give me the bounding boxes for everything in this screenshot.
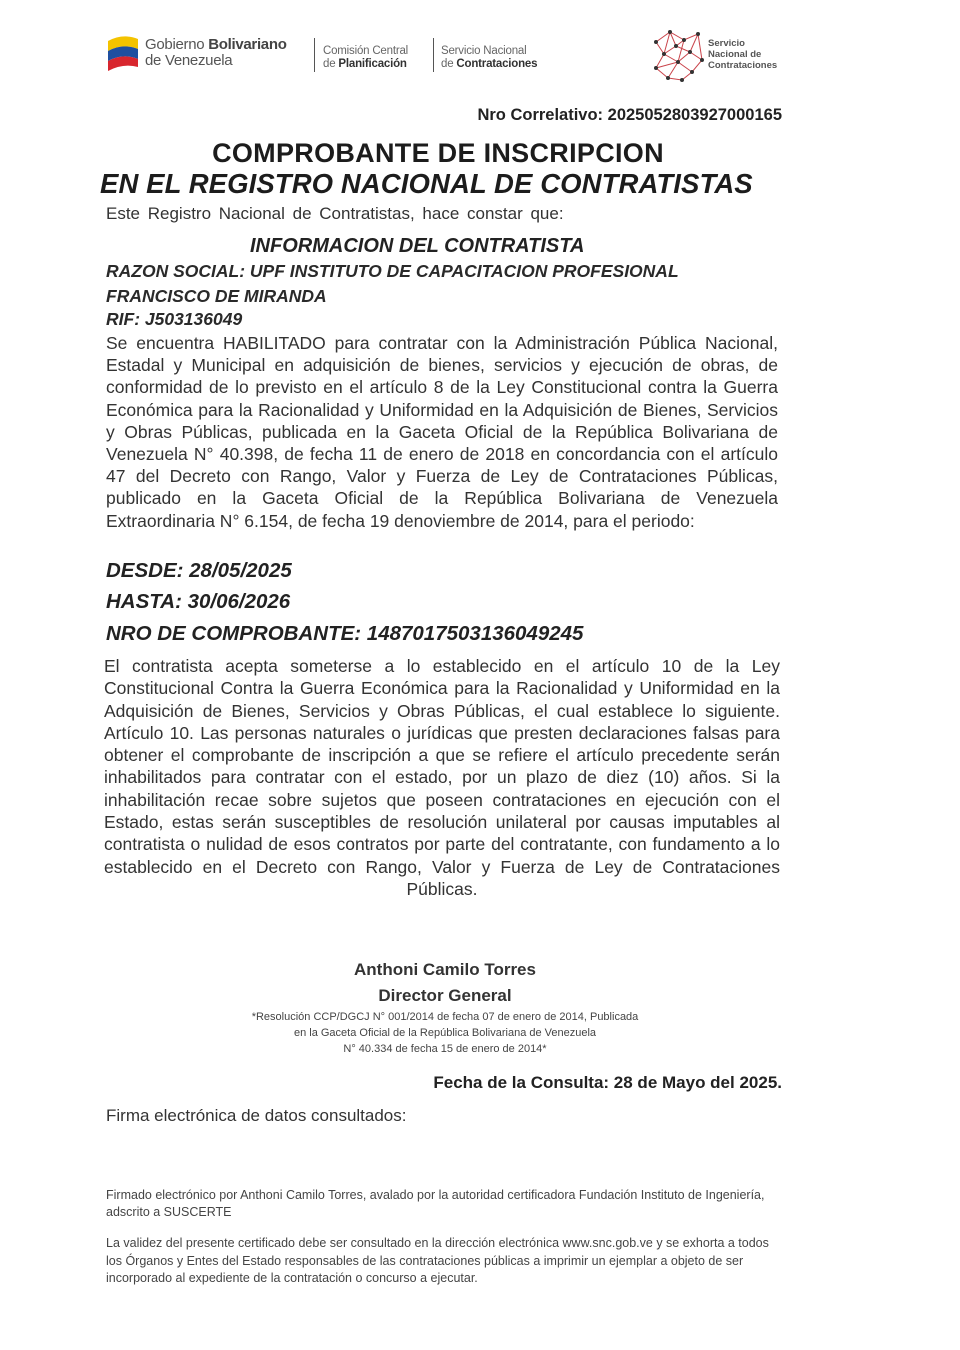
razon-social: RAZON SOCIAL: UPF INSTITUTO DE CAPACITACION PROFESIONAL FRANCISCO DE MIRANDA <box>106 261 679 306</box>
rif: RIF: J503136049 <box>106 309 243 329</box>
snc-network-logo-icon <box>648 24 708 84</box>
snc-line1: Servicio <box>708 38 745 49</box>
signer-title: Director General <box>378 986 512 1005</box>
habilitacion-paragraph: Se encuentra HABILITADO para contratar con la Administración Pública Nacional, Estadal y Municipal en adquisición de bienes, servicios y ejecución de obras, de conformidad de lo previsto en el artículo 8 de la Ley Constitucional contra la Guerra Económica para la Racionalidad y Uniformidad en la Adquisición de Bienes, Servicios y Obras Públicas, publicada en la Gaceta Oficial de la República Bolivariana de Venezuela N° 40.398, de fecha 11 de enero de 2018 en concordancia con el artículo 47 del Decreto con Rango, Valor y Fuerza de Ley de Contrataciones Públicas, publicado en la Gaceta Oficial de la República Bolivariana de Venezuela Extraordinaria N° 6.154, de fecha 19 denoviembre de 2014, para el periodo: <box>106 333 778 531</box>
gobierno-line1-bold: Bolivariano <box>208 36 287 53</box>
snc-line3: Contrataciones <box>708 60 778 71</box>
signer-name: Anthoni Camilo Torres <box>354 960 536 979</box>
fecha-consulta: Fecha de la Consulta: 28 de Mayo del 2025. <box>433 1073 782 1092</box>
nro-correlativo: Nro Correlativo: 2025052803927000165 <box>477 106 782 124</box>
comision-central-block <box>323 45 408 71</box>
snc-line2: Nacional de <box>708 49 762 60</box>
document-title-line1: COMPROBANTE DE INSCRIPCION <box>212 138 664 168</box>
info-heading: INFORMACION DEL CONTRATISTA <box>250 235 585 257</box>
gobierno-text <box>145 37 287 69</box>
venezuela-flag-icon <box>104 33 142 73</box>
servicio-line2-prefix: de <box>441 58 454 70</box>
periodo-hasta: HASTA: 30/06/2026 <box>106 590 291 613</box>
servicio-line2-bold: Contrataciones <box>456 58 538 70</box>
resolution-line3: N° 40.334 de fecha 15 de enero de 2014* <box>343 1043 547 1055</box>
nro-comprobante: NRO DE COMPROBANTE: 1487017503136049245 <box>106 622 584 645</box>
gobierno-line1-prefix: Gobierno <box>145 36 205 53</box>
gobierno-bolivariano-logo <box>104 33 287 73</box>
resolution-line1: *Resolución CCP/DGCJ N° 001/2014 de fecha 07 de enero de 2014, Publicada <box>251 1011 639 1023</box>
comision-line1: Comisión Central <box>323 45 408 57</box>
header-divider <box>314 38 315 72</box>
firma-electronica-label: Firma electrónica de datos consultados: <box>106 1106 407 1125</box>
resolution-note <box>200 1009 690 1057</box>
servicio-nacional-block <box>441 45 537 71</box>
snc-logo-text <box>708 38 777 71</box>
resolution-line2: en la Gaceta Oficial de la República Bolivariana de Venezuela <box>293 1027 597 1039</box>
intro-text: Este Registro Nacional de Contratistas, hace constar que: <box>106 204 564 223</box>
articulo-10-paragraph: El contratista acepta someterse a lo establecido en el artículo 10 de la Ley Constitucional Contra la Guerra Económica para la Racionalidad y Uniformidad en la Adquisición de Bienes, Servicios y Obras Públicas, el cual establece lo siguiente. Artículo 10. Las personas naturales o jurídicas que presten declaraciones falsas para obtener el comprobante de inscripción a que se refiere el artículo precedente serán inhabilitados para contratar con el estado, por un plazo de diez (10) años. Si la inhabilitación recae sobre sujetos que poseen contrataciones en ejecución con el Estado, estas serán susceptibles de resolución unilateral por causas imputables al contratista o nulidad de esos contratos por parte del contratante, con fundamento a lo establecido en el Decreto con Rango, Valor y Fuerza de Ley de Contrataciones Públicas. <box>104 656 780 899</box>
gobierno-line2: de Venezuela <box>145 52 233 69</box>
servicio-line1: Servicio Nacional <box>441 45 527 57</box>
header-divider <box>433 38 434 72</box>
periodo-desde: DESDE: 28/05/2025 <box>106 559 292 582</box>
comision-line2-prefix: de <box>323 58 336 70</box>
validez-note: La validez del presente certificado debe ser consultado en la dirección electrónica www.snc.gob.ve y se exhorta a todos los Órganos y Entes del Estado responsables de las contrataciones públicas a imprimir un ejemplar a objeto de ser incorporado al expediente de la contratación o concurso a ejecutar. <box>106 1236 769 1285</box>
firmado-note: Firmado electrónico por Anthoni Camilo Torres, avalado por la autoridad certificadora Fundación Instituto de Ingeniería, adscrito a SUSCERTE <box>106 1188 765 1219</box>
document-title-line2: EN EL REGISTRO NACIONAL DE CONTRATISTAS <box>100 168 753 199</box>
comision-line2-bold: Planificación <box>338 58 407 70</box>
